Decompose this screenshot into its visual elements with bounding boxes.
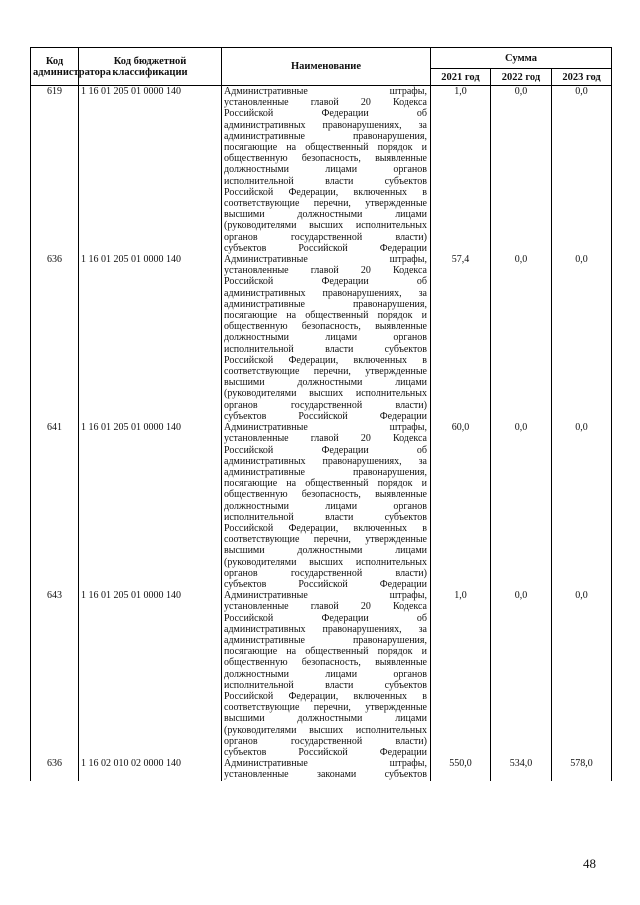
name-line: Российской Федерации, включенных в bbox=[224, 186, 427, 198]
name-line: административных правонарушениях, за bbox=[224, 287, 427, 299]
table-row bbox=[31, 422, 612, 590]
name-line: общественную безопасность, выявленные bbox=[224, 489, 427, 501]
name-line: должностными лицами органов bbox=[224, 500, 427, 512]
name-line: высшими должностными лицами bbox=[224, 545, 427, 557]
name-line: (руководителями высших исполнительных bbox=[224, 388, 427, 400]
value-2021-cell: 60,0 bbox=[431, 422, 491, 590]
name-line: субъектов Российской Федерации bbox=[224, 242, 427, 254]
name-line: (руководителями высших исполнительных bbox=[224, 556, 427, 568]
name-line: административные правонарушения, bbox=[224, 634, 427, 646]
name-line: субъектов Российской Федерации bbox=[224, 410, 427, 422]
name-line: установленные главой 20 Кодекса bbox=[224, 265, 427, 277]
value-2023-cell: 578,0 bbox=[552, 758, 612, 780]
name-line: общественную безопасность, выявленные bbox=[224, 321, 427, 333]
kbk-cell: 1 16 01 205 01 0000 140 bbox=[79, 590, 222, 758]
name-line: установленные главой 20 Кодекса bbox=[224, 601, 427, 613]
name-line: Административные штрафы, bbox=[224, 86, 427, 97]
table-row bbox=[31, 86, 612, 255]
name-line: исполнительной власти субъектов bbox=[224, 175, 427, 187]
value-2021-cell: 550,0 bbox=[431, 758, 491, 780]
admin-code-cell: 636 bbox=[31, 758, 79, 780]
value-2022-cell: 0,0 bbox=[491, 86, 552, 255]
admin-code-cell: 619 bbox=[31, 86, 79, 255]
name-line: Российской Федерации, включенных в bbox=[224, 354, 427, 366]
name-line: высшими должностными лицами bbox=[224, 377, 427, 389]
name-line: субъектов Российской Федерации bbox=[224, 578, 427, 590]
name-cell bbox=[222, 758, 431, 780]
header-year-2021: 2021 год bbox=[431, 69, 491, 86]
name-line: высшими должностными лицами bbox=[224, 209, 427, 221]
name-line: исполнительной власти субъектов bbox=[224, 679, 427, 691]
name-line: исполнительной власти субъектов bbox=[224, 511, 427, 523]
budget-revenue-table bbox=[30, 47, 612, 781]
name-line: установленные законами субъектов bbox=[224, 769, 427, 781]
name-line: Административные штрафы, bbox=[224, 590, 427, 602]
value-2022-cell: 0,0 bbox=[491, 590, 552, 758]
admin-code-cell: 641 bbox=[31, 422, 79, 590]
value-2021-cell: 1,0 bbox=[431, 86, 491, 255]
name-line: высшими должностными лицами bbox=[224, 713, 427, 725]
name-line: органов государственной власти) bbox=[224, 567, 427, 579]
name-line: (руководителями высших исполнительных bbox=[224, 220, 427, 232]
value-2021-cell: 1,0 bbox=[431, 590, 491, 758]
name-line: посягающие на общественный порядок и bbox=[224, 478, 427, 490]
name-line: административные правонарушения, bbox=[224, 130, 427, 142]
name-line: Российской Федерации об bbox=[224, 612, 427, 624]
name-line: (руководителями высших исполнительных bbox=[224, 724, 427, 736]
name-line: органов государственной власти) bbox=[224, 735, 427, 747]
name-line: административных правонарушениях, за bbox=[224, 455, 427, 467]
name-line: должностными лицами органов bbox=[224, 332, 427, 344]
name-line: общественную безопасность, выявленные bbox=[224, 153, 427, 165]
name-line: установленные главой 20 Кодекса bbox=[224, 97, 427, 109]
name-line: Административные штрафы, bbox=[224, 422, 427, 434]
name-line: административных правонарушениях, за bbox=[224, 119, 427, 131]
name-line: Российской Федерации об bbox=[224, 108, 427, 120]
admin-code-cell: 643 bbox=[31, 590, 79, 758]
name-line: субъектов Российской Федерации bbox=[224, 746, 427, 758]
name-line: органов государственной власти) bbox=[224, 399, 427, 411]
name-line: административных правонарушениях, за bbox=[224, 623, 427, 635]
name-line: посягающие на общественный порядок и bbox=[224, 310, 427, 322]
admin-code-cell: 636 bbox=[31, 254, 79, 422]
value-2021-cell: 57,4 bbox=[431, 254, 491, 422]
name-line: Административные штрафы, bbox=[224, 254, 427, 266]
name-line: Российской Федерации, включенных в bbox=[224, 690, 427, 702]
value-2023-cell: 0,0 bbox=[552, 86, 612, 255]
table-row bbox=[31, 758, 612, 780]
name-line: должностными лицами органов bbox=[224, 164, 427, 176]
kbk-cell: 1 16 01 205 01 0000 140 bbox=[79, 422, 222, 590]
name-line: должностными лицами органов bbox=[224, 668, 427, 680]
header-admin-code: Код администратора bbox=[31, 48, 79, 86]
header-name: Наименование bbox=[222, 48, 431, 86]
name-cell bbox=[222, 86, 431, 255]
value-2023-cell: 0,0 bbox=[552, 422, 612, 590]
value-2022-cell: 534,0 bbox=[491, 758, 552, 780]
page-number: 48 bbox=[583, 856, 596, 871]
name-line: соответствующие перечни, утвержденные bbox=[224, 366, 427, 378]
kbk-cell: 1 16 01 205 01 0000 140 bbox=[79, 86, 222, 255]
name-line: соответствующие перечни, утвержденные bbox=[224, 702, 427, 714]
name-line: посягающие на общественный порядок и bbox=[224, 142, 427, 154]
value-2022-cell: 0,0 bbox=[491, 254, 552, 422]
name-line: Российской Федерации об bbox=[224, 276, 427, 288]
table-row bbox=[31, 590, 612, 758]
kbk-cell: 1 16 01 205 01 0000 140 bbox=[79, 254, 222, 422]
value-2023-cell: 0,0 bbox=[552, 590, 612, 758]
name-line: Российской Федерации об bbox=[224, 444, 427, 456]
table-row bbox=[31, 254, 612, 422]
name-line: административные правонарушения, bbox=[224, 298, 427, 310]
name-line: посягающие на общественный порядок и bbox=[224, 646, 427, 658]
header-year-2023: 2023 год bbox=[552, 69, 612, 86]
name-line: установленные главой 20 Кодекса bbox=[224, 433, 427, 445]
value-2022-cell: 0,0 bbox=[491, 422, 552, 590]
kbk-cell: 1 16 02 010 02 0000 140 bbox=[79, 758, 222, 780]
name-line: соответствующие перечни, утвержденные bbox=[224, 198, 427, 210]
value-2023-cell: 0,0 bbox=[552, 254, 612, 422]
header-kbk: Код бюджетной классификации bbox=[79, 48, 222, 86]
table-body bbox=[31, 86, 612, 781]
name-line: органов государственной власти) bbox=[224, 231, 427, 243]
name-line: Административные штрафы, bbox=[224, 758, 427, 770]
header-sum: Сумма bbox=[431, 48, 612, 69]
name-cell bbox=[222, 254, 431, 422]
name-line: соответствующие перечни, утвержденные bbox=[224, 534, 427, 546]
name-line: Российской Федерации, включенных в bbox=[224, 522, 427, 534]
name-cell bbox=[222, 590, 431, 758]
name-line: исполнительной власти субъектов bbox=[224, 343, 427, 355]
name-line: административные правонарушения, bbox=[224, 466, 427, 478]
header-year-2022: 2022 год bbox=[491, 69, 552, 86]
name-cell bbox=[222, 422, 431, 590]
name-line: общественную безопасность, выявленные bbox=[224, 657, 427, 669]
